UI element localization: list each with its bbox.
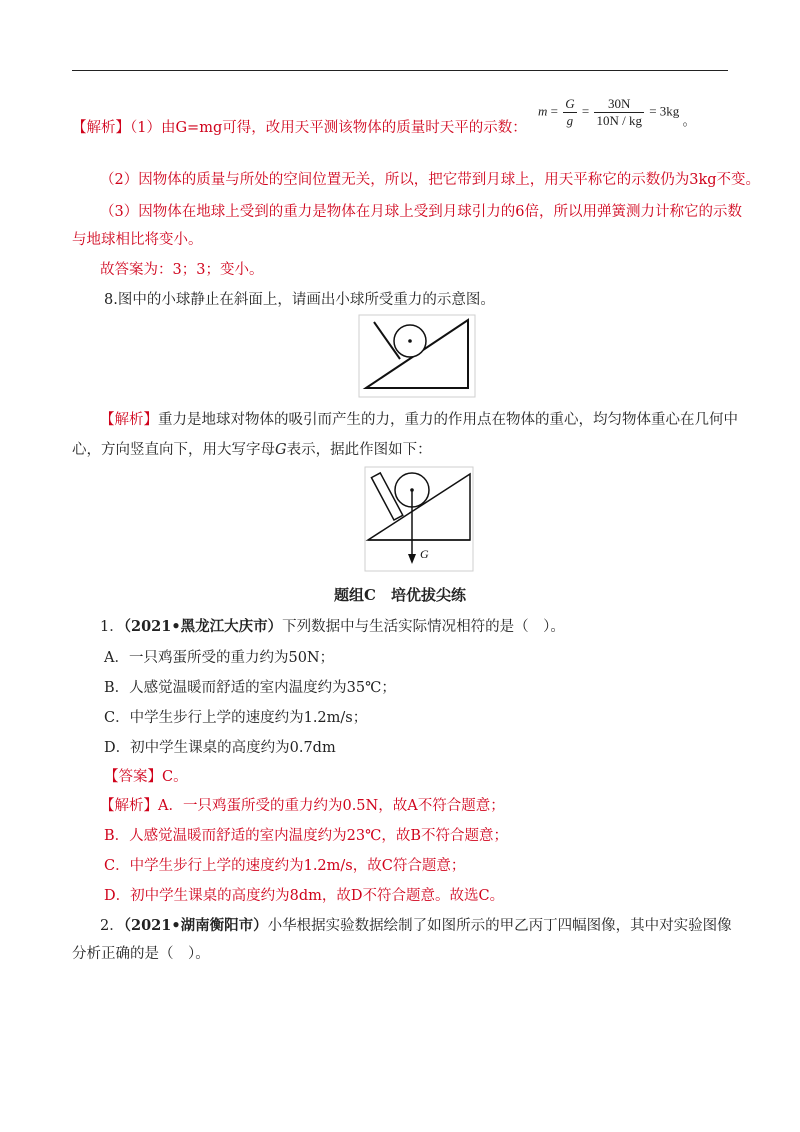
option-a: A．一只鸡蛋所受的重力约为50N；	[104, 650, 335, 666]
formula-result: = 3kg	[649, 103, 680, 119]
question-source: （2021•湖南衡阳市）	[123, 917, 268, 934]
question-1-analysis-b: B．人感觉温暖而舒适的室内温度约为23℃，故B不符合题意；	[104, 828, 508, 844]
fraction-g-den: g	[566, 113, 574, 128]
analysis-1-p2: （2）因物体的质量与所处的空间位置无关，所以，把它带到月球上，用天平称它的示数仍为3kg不变。	[100, 172, 761, 188]
question-stem: 小华根据实验数据绘制了如图所示的甲乙丙丁四幅图像，其中对实验图像	[267, 918, 732, 934]
ball-center	[408, 339, 412, 343]
question-8-figure	[358, 314, 476, 398]
question-2-cont: 分析正确的是（ ）。	[72, 946, 210, 962]
analysis-text: 心，方向竖直向下，用大写字母	[72, 442, 275, 458]
fraction-values	[594, 96, 644, 129]
question-number: 2．	[100, 918, 124, 934]
analysis-1-answer: 故答案为：3；3；变小。	[100, 262, 264, 278]
option-c: C．中学生步行上学的速度约为1.2m/s；	[104, 710, 368, 726]
option-d: D．初中学生课桌的高度约为0.7dm	[104, 740, 336, 756]
analysis-tag: 【解析】	[100, 412, 158, 428]
analysis-text: （1）由G=mg可得，改用天平测该物体的质量时天平的示数：	[130, 120, 527, 136]
question-1-analysis-c: C．中学生步行上学的速度约为1.2m/s，故C符合题意；	[104, 858, 466, 874]
question-8-analysis-b	[72, 440, 732, 460]
analysis-tag: 【解析】	[72, 120, 130, 136]
fraction-values-num: 30N	[594, 96, 644, 113]
question-1-analysis-a	[100, 796, 760, 816]
fraction-values-den: 10N / kg	[596, 113, 642, 128]
gravity-arrow-head	[408, 554, 416, 564]
question-1	[100, 617, 760, 637]
question-2	[100, 916, 760, 936]
section-title: 题组C 培优拔尖练	[334, 586, 466, 604]
gravity-label: G	[420, 547, 429, 561]
analysis-1-p3b: 与地球相比将变小。	[72, 232, 203, 248]
analysis-text: A．一只鸡蛋所受的重力约为0.5N，故A不符合题意；	[158, 798, 505, 814]
analysis-text: 表示，据此作图如下：	[286, 442, 432, 458]
question-number: 1．	[100, 619, 124, 635]
question-8: 8.图中的小球静止在斜面上，请画出小球所受重力的示意图。	[104, 292, 495, 308]
fraction-g	[563, 96, 576, 129]
formula-lhs: m	[538, 103, 548, 119]
fraction-g-num: G	[565, 96, 575, 111]
analysis-tag: 【解析】	[100, 798, 158, 814]
formula-tail: 。	[682, 113, 696, 129]
question-source: （2021•黑龙江大庆市）	[123, 618, 283, 635]
option-b: B．人感觉温暖而舒适的室内温度约为35℃；	[104, 680, 396, 696]
question-8-analysis-a	[100, 410, 760, 430]
answer-figure	[364, 466, 474, 572]
question-1-answer: 【答案】C。	[104, 769, 188, 785]
mass-formula: m = $\frac{G}{g}$ = $\frac{30N}{10N / kg}$ = 3kg 。	[538, 96, 696, 129]
header-rule	[72, 70, 728, 71]
symbol-g: G	[275, 442, 287, 458]
analysis-1-p3a: （3）因物体在地球上受到的重力是物体在月球上受到月球引力的6倍，所以用弹簧测力计称它的示数	[100, 204, 742, 220]
question-stem: 下列数据中与生活实际情况相符的是（ ）。	[282, 619, 565, 635]
question-1-analysis-d: D．初中学生课桌的高度约为8dm，故D不符合题意。故选C。	[104, 888, 505, 904]
analysis-text: 重力是地球对物体的吸引而产生的力，重力的作用点在物体的重心，均匀物体重心在几何中	[158, 412, 738, 428]
